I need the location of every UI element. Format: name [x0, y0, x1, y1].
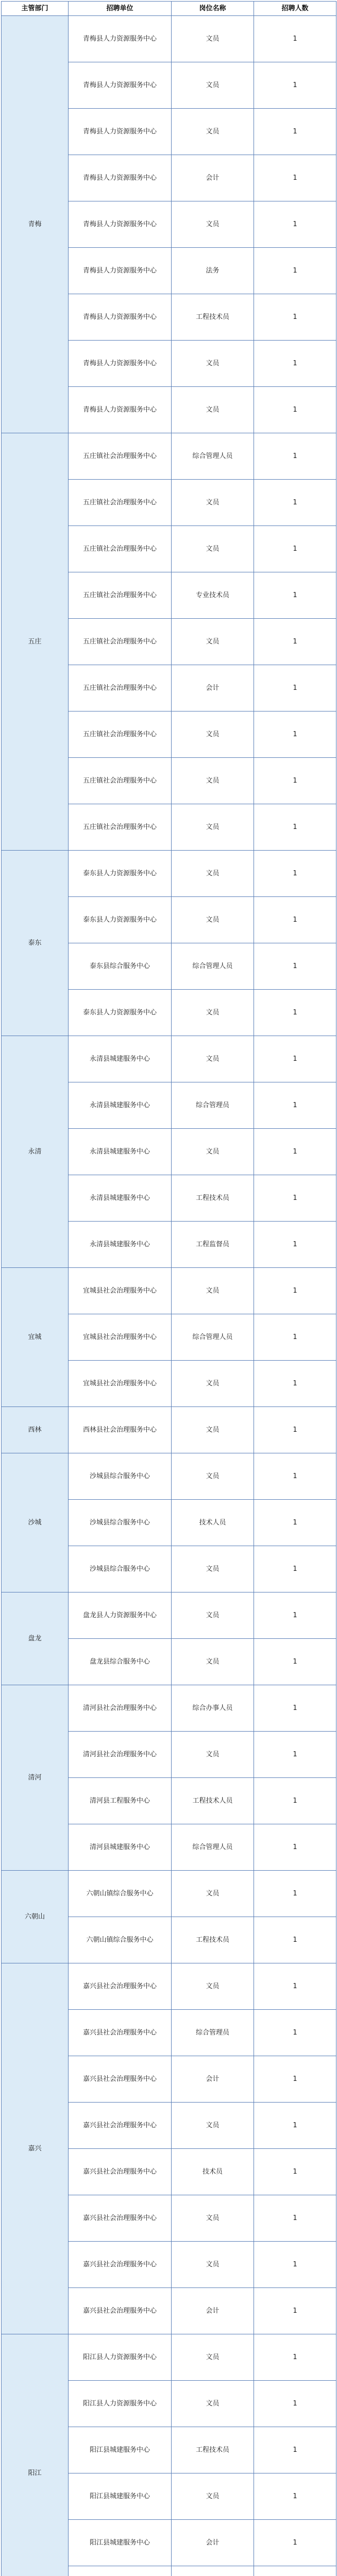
position-cell: 文员: [172, 1546, 254, 1592]
unit-cell: 阳江县城建服务中心: [69, 2427, 172, 2473]
count-cell: 1: [254, 1824, 336, 1871]
unit-cell: 嘉兴县社会治理服务中心: [69, 2288, 172, 2334]
count-cell: 1: [254, 201, 336, 248]
position-cell: 综合办事人员: [172, 1685, 254, 1732]
unit-cell: 五庄镇社会治理服务中心: [69, 480, 172, 526]
count-cell: 1: [254, 2381, 336, 2427]
position-cell: 综合管理员: [172, 1082, 254, 1129]
position-cell: 文员: [172, 201, 254, 248]
count-cell: 1: [254, 1592, 336, 1639]
position-cell: 工程技术员: [172, 294, 254, 341]
unit-cell: [69, 2566, 172, 2576]
unit-cell: 清河县工程服务中心: [69, 1778, 172, 1824]
unit-cell: 青梅县人力资源服务中心: [69, 248, 172, 294]
count-cell: 1: [254, 619, 336, 665]
count-cell: 1: [254, 155, 336, 201]
unit-cell: 清河县社会治理服务中心: [69, 1732, 172, 1778]
unit-cell: 阳江县人力资源服务中心: [69, 2381, 172, 2427]
count-cell: 1: [254, 2520, 336, 2566]
position-cell: 综合管理人员: [172, 943, 254, 990]
unit-cell: 六朝山镇综合服务中心: [69, 1917, 172, 1963]
table-body: [2, 16, 336, 2576]
position-cell: 文员: [172, 1732, 254, 1778]
count-cell: 1: [254, 2427, 336, 2473]
position-cell: 文员: [172, 804, 254, 851]
unit-cell: 永清县城建服务中心: [69, 1129, 172, 1175]
unit-cell: 青梅县人力资源服务中心: [69, 155, 172, 201]
dept-cell: 阳江: [2, 2334, 69, 2576]
unit-cell: 泰东县人力资源服务中心: [69, 990, 172, 1036]
unit-cell: 盘龙县人力资源服务中心: [69, 1592, 172, 1639]
position-cell: 综合管理人员: [172, 1824, 254, 1871]
dept-cell: 盘龙: [2, 1592, 69, 1685]
count-cell: 1: [254, 248, 336, 294]
table-row: [2, 1685, 336, 1732]
table-row: [2, 1963, 336, 2010]
count-cell: 1: [254, 1917, 336, 1963]
unit-cell: 泰东县人力资源服务中心: [69, 897, 172, 943]
count-cell: 1: [254, 2103, 336, 2149]
table-row: [2, 1036, 336, 1082]
count-cell: 1: [254, 943, 336, 990]
unit-cell: 阳江县城建服务中心: [69, 2520, 172, 2566]
position-cell: 专业技术员: [172, 572, 254, 619]
dept-cell: 沙城: [2, 1453, 69, 1592]
count-cell: 1: [254, 2334, 336, 2381]
count-cell: 1: [254, 1268, 336, 1314]
unit-cell: 五庄镇社会治理服务中心: [69, 526, 172, 572]
unit-cell: 永清县城建服务中心: [69, 1082, 172, 1129]
unit-cell: 青梅县人力资源服务中心: [69, 16, 172, 62]
unit-cell: 五庄镇社会治理服务中心: [69, 665, 172, 711]
unit-cell: 宜城县社会治理服务中心: [69, 1361, 172, 1407]
unit-cell: 宜城县社会治理服务中心: [69, 1268, 172, 1314]
count-cell: 1: [254, 1732, 336, 1778]
unit-cell: 嘉兴县社会治理服务中心: [69, 2056, 172, 2103]
unit-cell: 青梅县人力资源服务中心: [69, 387, 172, 433]
count-cell: 1: [254, 1361, 336, 1407]
position-cell: 技术员: [172, 2149, 254, 2195]
unit-cell: 沙城县综合服务中心: [69, 1453, 172, 1500]
count-cell: 1: [254, 1129, 336, 1175]
unit-cell: 西林县社会治理服务中心: [69, 1407, 172, 1453]
dept-cell: 西林: [2, 1407, 69, 1453]
position-cell: 工程技术人员: [172, 1778, 254, 1824]
position-cell: 法务: [172, 248, 254, 294]
unit-cell: 嘉兴县社会治理服务中心: [69, 1963, 172, 2010]
unit-cell: 清河县社会治理服务中心: [69, 1685, 172, 1732]
unit-cell: 永清县城建服务中心: [69, 1175, 172, 1222]
count-cell: 1: [254, 711, 336, 758]
unit-cell: 青梅县人力资源服务中心: [69, 109, 172, 155]
unit-cell: 青梅县人力资源服务中心: [69, 62, 172, 109]
position-cell: 会计: [172, 2056, 254, 2103]
position-cell: 文员: [172, 62, 254, 109]
position-cell: 工程技术员: [172, 1175, 254, 1222]
dept-cell: 青梅: [2, 16, 69, 433]
unit-cell: 永清县城建服务中心: [69, 1036, 172, 1082]
position-cell: 工程技术员: [172, 2427, 254, 2473]
dept-cell: 清河: [2, 1685, 69, 1871]
recruitment-table: [1, 1, 336, 2576]
table-row: [2, 1871, 336, 1917]
unit-cell: 阳江县城建服务中心: [69, 2473, 172, 2520]
unit-cell: 宜城县社会治理服务中心: [69, 1314, 172, 1361]
position-cell: 综合管理员: [172, 2010, 254, 2056]
count-cell: 1: [254, 990, 336, 1036]
count-cell: 1: [254, 2242, 336, 2288]
dept-cell: 五庄: [2, 433, 69, 851]
unit-cell: 泰东县综合服务中心: [69, 943, 172, 990]
count-cell: 1: [254, 1685, 336, 1732]
count-cell: 1: [254, 294, 336, 341]
position-cell: 文员: [172, 480, 254, 526]
position-cell: 技术人员: [172, 1500, 254, 1546]
count-cell: 1: [254, 758, 336, 804]
count-cell: 1: [254, 1546, 336, 1592]
count-cell: [254, 2566, 336, 2576]
position-cell: 文员: [172, 2103, 254, 2149]
header-count: 招聘人数: [254, 2, 336, 16]
position-cell: 综合管理人员: [172, 433, 254, 480]
position-cell: 文员: [172, 1639, 254, 1685]
count-cell: 1: [254, 526, 336, 572]
unit-cell: 青梅县人力资源服务中心: [69, 201, 172, 248]
count-cell: 1: [254, 897, 336, 943]
position-cell: 工程技术员: [172, 1917, 254, 1963]
unit-cell: 嘉兴县社会治理服务中心: [69, 2103, 172, 2149]
table-row: [2, 1407, 336, 1453]
count-cell: 1: [254, 851, 336, 897]
count-cell: 1: [254, 2195, 336, 2242]
table-row: [2, 851, 336, 897]
position-cell: [172, 2566, 254, 2576]
position-cell: 文员: [172, 619, 254, 665]
unit-cell: 五庄镇社会治理服务中心: [69, 433, 172, 480]
position-cell: 文员: [172, 758, 254, 804]
position-cell: 文员: [172, 1268, 254, 1314]
table-row: [2, 1268, 336, 1314]
unit-cell: 五庄镇社会治理服务中心: [69, 758, 172, 804]
unit-cell: 盘龙县综合服务中心: [69, 1639, 172, 1685]
position-cell: 会计: [172, 2288, 254, 2334]
unit-cell: 五庄镇社会治理服务中心: [69, 572, 172, 619]
unit-cell: 五庄镇社会治理服务中心: [69, 619, 172, 665]
position-cell: 文员: [172, 2242, 254, 2288]
position-cell: 文员: [172, 109, 254, 155]
unit-cell: 嘉兴县社会治理服务中心: [69, 2242, 172, 2288]
count-cell: 1: [254, 433, 336, 480]
table-row: [2, 433, 336, 480]
count-cell: 1: [254, 480, 336, 526]
count-cell: 1: [254, 62, 336, 109]
table-row: [2, 2334, 336, 2381]
unit-cell: 嘉兴县社会治理服务中心: [69, 2010, 172, 2056]
unit-cell: 永清县城建服务中心: [69, 1222, 172, 1268]
count-cell: 1: [254, 341, 336, 387]
count-cell: 1: [254, 1082, 336, 1129]
count-cell: 1: [254, 1963, 336, 2010]
position-cell: 会计: [172, 2520, 254, 2566]
count-cell: 1: [254, 804, 336, 851]
position-cell: 文员: [172, 1871, 254, 1917]
header-unit: 招聘单位: [69, 2, 172, 16]
count-cell: 1: [254, 16, 336, 62]
dept-cell: 宜城: [2, 1268, 69, 1407]
position-cell: 文员: [172, 897, 254, 943]
count-cell: 1: [254, 1778, 336, 1824]
count-cell: 1: [254, 1407, 336, 1453]
position-cell: 文员: [172, 2381, 254, 2427]
position-cell: 工程监督员: [172, 1222, 254, 1268]
unit-cell: 五庄镇社会治理服务中心: [69, 711, 172, 758]
count-cell: 1: [254, 2473, 336, 2520]
unit-cell: 泰东县人力资源服务中心: [69, 851, 172, 897]
count-cell: 1: [254, 2288, 336, 2334]
unit-cell: 嘉兴县社会治理服务中心: [69, 2149, 172, 2195]
position-cell: 文员: [172, 711, 254, 758]
count-cell: 1: [254, 1175, 336, 1222]
position-cell: 文员: [172, 2334, 254, 2381]
count-cell: 1: [254, 1314, 336, 1361]
unit-cell: 青梅县人力资源服务中心: [69, 341, 172, 387]
dept-cell: 泰东: [2, 851, 69, 1036]
dept-cell: 永清: [2, 1036, 69, 1268]
position-cell: 文员: [172, 1592, 254, 1639]
unit-cell: 阳江县人力资源服务中心: [69, 2334, 172, 2381]
position-cell: 文员: [172, 2195, 254, 2242]
count-cell: 1: [254, 2056, 336, 2103]
count-cell: 1: [254, 387, 336, 433]
position-cell: 文员: [172, 1407, 254, 1453]
dept-cell: 六朝山: [2, 1871, 69, 1963]
position-cell: 文员: [172, 1036, 254, 1082]
position-cell: 文员: [172, 1453, 254, 1500]
count-cell: 1: [254, 2010, 336, 2056]
position-cell: 文员: [172, 526, 254, 572]
count-cell: 1: [254, 1639, 336, 1685]
count-cell: 1: [254, 1871, 336, 1917]
count-cell: 1: [254, 1453, 336, 1500]
unit-cell: 嘉兴县社会治理服务中心: [69, 2195, 172, 2242]
table-row: [2, 1592, 336, 1639]
position-cell: 文员: [172, 1963, 254, 2010]
unit-cell: 沙城县综合服务中心: [69, 1500, 172, 1546]
position-cell: 文员: [172, 387, 254, 433]
count-cell: 1: [254, 572, 336, 619]
count-cell: 1: [254, 2149, 336, 2195]
unit-cell: 清河县城建服务中心: [69, 1824, 172, 1871]
header-position: 岗位名称: [172, 2, 254, 16]
position-cell: 文员: [172, 16, 254, 62]
position-cell: 文员: [172, 1361, 254, 1407]
count-cell: 1: [254, 1222, 336, 1268]
position-cell: 综合管理人员: [172, 1314, 254, 1361]
position-cell: 文员: [172, 1129, 254, 1175]
position-cell: 文员: [172, 851, 254, 897]
count-cell: 1: [254, 1500, 336, 1546]
table-row: [2, 1453, 336, 1500]
unit-cell: 五庄镇社会治理服务中心: [69, 804, 172, 851]
unit-cell: 六朝山镇综合服务中心: [69, 1871, 172, 1917]
position-cell: 会计: [172, 665, 254, 711]
count-cell: 1: [254, 109, 336, 155]
count-cell: 1: [254, 1036, 336, 1082]
table-row: [2, 16, 336, 62]
position-cell: 文员: [172, 2473, 254, 2520]
unit-cell: 青梅县人力资源服务中心: [69, 294, 172, 341]
unit-cell: 沙城县综合服务中心: [69, 1546, 172, 1592]
position-cell: 会计: [172, 155, 254, 201]
position-cell: 文员: [172, 341, 254, 387]
count-cell: 1: [254, 665, 336, 711]
position-cell: 文员: [172, 990, 254, 1036]
table-header-row: [2, 2, 336, 16]
header-dept: 主管部门: [2, 2, 69, 16]
dept-cell: 嘉兴: [2, 1963, 69, 2334]
